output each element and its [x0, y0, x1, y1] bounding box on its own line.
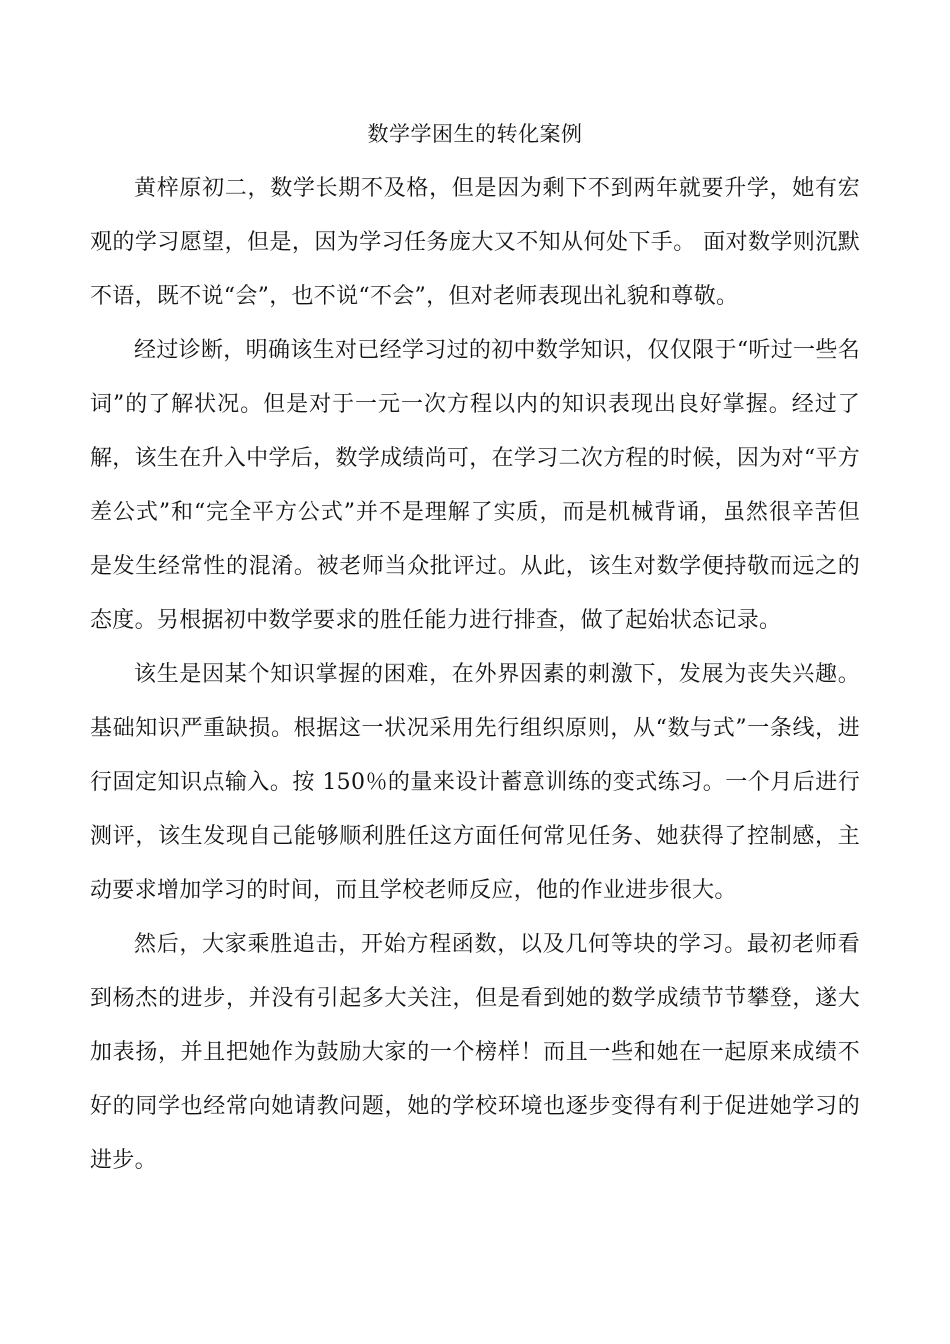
- document-page: [90, 118, 860, 1188]
- paragraph-3: 该生是因某个知识掌握的困难，在外界因素的刺激下，发展为丧失兴趣。基础知识严重缺损。根据这一状况采用先行组织原则，从“数与式”一条线，进行固定知识点输入。按 150％的量来设计蓄意训练的变式练习。一个月后进行测评，该生发现自己能够顺利胜任这方面任何常见任务、她获得了控制感，主动要求增加学习的时间，而且学校老师反应，他的作业进步很大。: [90, 662, 860, 903]
- paragraph-2: 经过诊断，明确该生对已经学习过的初中数学知识，仅仅限于“听过一些名词”的了解状况。但是对于一元一次方程以内的知识表现出良好掌握。经过了解，该生在升入中学后，数学成绩尚可，在学习二次方程的时候，因为对“平方差公式”和“完全平方公式”并不是理解了实质，而是机械背诵，虽然很辛苦但是发生经常性的混淆。被老师当众批评过。从此，该生对数学便持敬而远之的态度。另根据初中数学要求的胜任能力进行排查，做了起始状态记录。: [90, 338, 860, 633]
- paragraph-4: 然后，大家乘胜追击，开始方程函数，以及几何等块的学习。最初老师看到杨杰的进步，并没有引起多大关注，但是看到她的数学成绩节节攀登，遂大加表扬，并且把她作为鼓励大家的一个榜样！而且一些和她在一起原来成绩不好的同学也经常向她请教问题，她的学校环境也逐步变得有利于促进她学习的进步。: [90, 932, 860, 1173]
- document-title: 数学学困生的转化案例: [367, 122, 583, 146]
- paragraph-1: 黄梓原初二，数学长期不及格，但是因为剩下不到两年就要升学，她有宏观的学习愿望，但是，因为学习任务庞大又不知从何处下手。 面对数学则沉默不语，既不说“会”，也不说“不会”，但对老师表现出礼貌和尊敬。: [90, 176, 860, 309]
